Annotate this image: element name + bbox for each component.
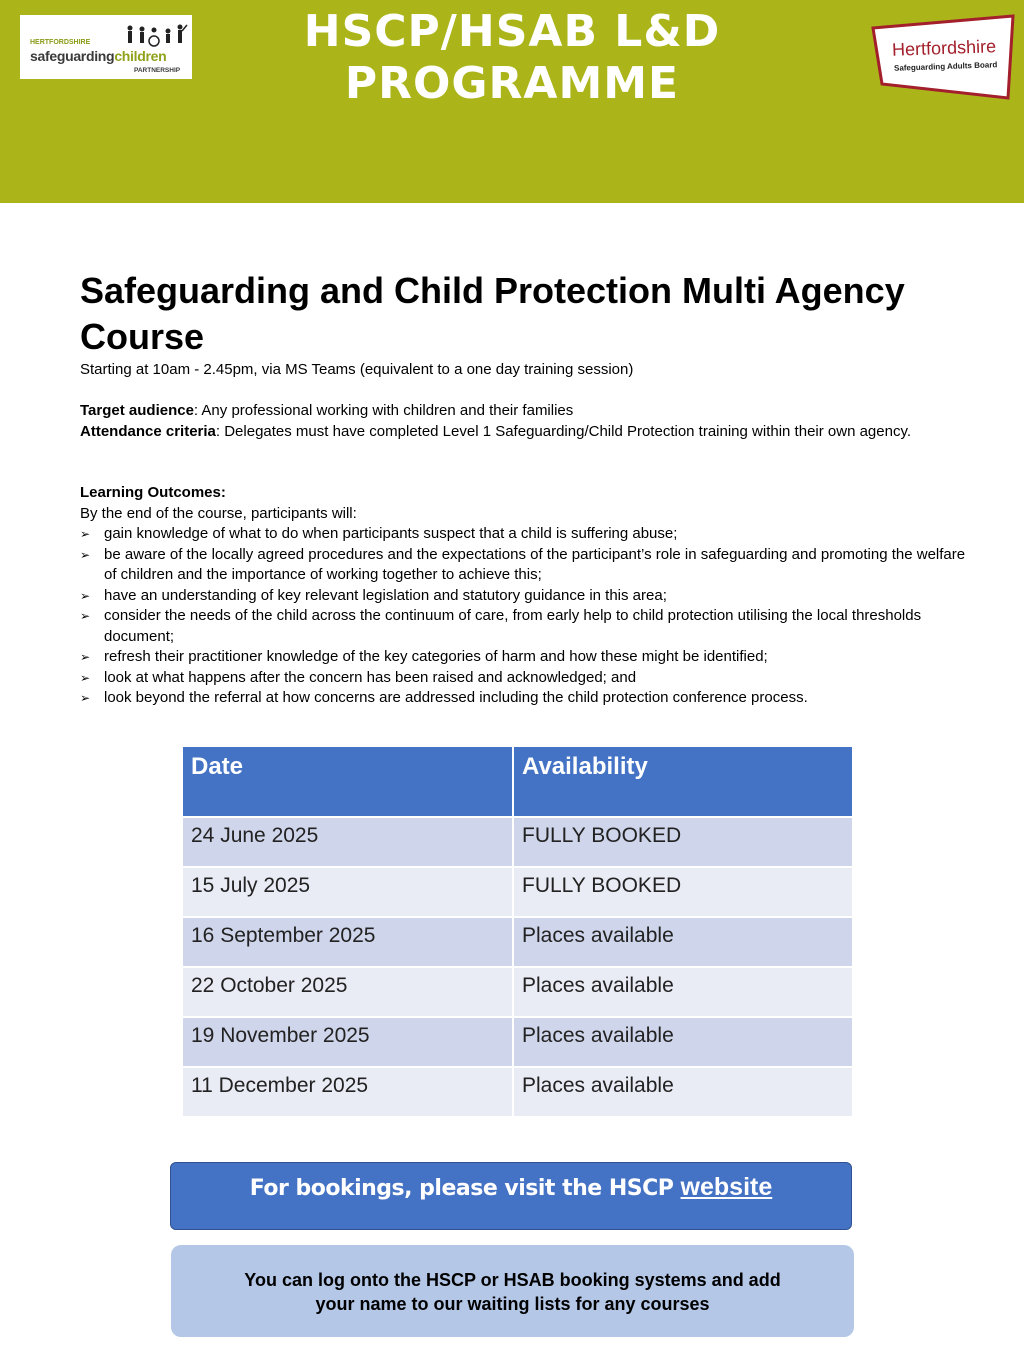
arrow-bullet-icon: ➢ — [80, 650, 91, 664]
availability-cell: FULLY BOOKED — [513, 817, 853, 867]
availability-cell: Places available — [513, 917, 853, 967]
date-cell: 16 September 2025 — [183, 917, 513, 967]
children-silhouettes-icon — [120, 23, 200, 49]
hscp-county: HERTFORDSHIRE — [30, 39, 91, 46]
table-header-row — [183, 747, 853, 817]
booking-text: For bookings, please visit the HSCP — [249, 1176, 681, 1201]
availability-cell: FULLY BOOKED — [513, 867, 853, 917]
website-link[interactable]: website — [680, 1173, 773, 1201]
hscp-partnership: PARTNERSHIP — [134, 67, 181, 74]
list-item: ➢ refresh their practitioner knowledge of the key categories of harm and how these might be identified; — [80, 647, 970, 668]
availability-cell: Places available — [513, 1067, 853, 1117]
table-row — [183, 1017, 853, 1067]
audience-section — [80, 401, 970, 442]
outcomes-heading: Learning Outcomes: — [80, 484, 226, 501]
learning-outcomes — [80, 483, 970, 709]
target-audience: Target audience: Any professional working with children and their families — [80, 402, 574, 419]
arrow-bullet-icon: ➢ — [80, 670, 91, 685]
arrow-bullet-icon: ➢ — [80, 527, 91, 541]
column-header-availability: Availability — [513, 747, 853, 817]
page-title: HSCP/HSAB L&D PROGRAMME — [303, 6, 721, 109]
list-item: ➢ look at what happens after the concern has been raised and acknowledged; and — [80, 668, 970, 689]
arrow-bullet-icon: ➢ — [80, 691, 91, 705]
list-item: ➢ have an understanding of key relevant legislation and statutory guidance in this area; — [80, 586, 970, 607]
course-timing: Starting at 10am - 2.45pm, via MS Teams (equivalent to a one day training session) — [80, 361, 634, 378]
outcomes-list — [80, 524, 970, 709]
arrow-bullet-icon: ➢ — [80, 588, 91, 603]
list-item: ➢ be aware of the locally agreed procedures and the expectations of the participant’s role in safeguarding and promoting the welfare of children and the importance of working together to achieve this; — [80, 545, 966, 583]
list-item: ➢ look beyond the referral at how concerns are addressed including the child protection conference process. — [80, 688, 970, 709]
hscp-name: safeguardingchildren — [30, 48, 167, 64]
course-title: Safeguarding and Child Protection Multi Agency Course — [80, 270, 905, 357]
course-dates-table — [183, 747, 854, 1118]
date-cell: 24 June 2025 — [183, 817, 513, 867]
availability-cell: Places available — [513, 967, 853, 1017]
list-item: ➢ consider the needs of the child across the continuum of care, from early help to child protection utilising the local thresholds document; — [80, 607, 922, 645]
hscp-logo — [20, 15, 192, 79]
outcomes-intro: By the end of the course, participants will: — [80, 504, 357, 522]
table-row — [183, 1067, 853, 1117]
table-row — [183, 967, 853, 1017]
date-cell: 15 July 2025 — [183, 867, 513, 917]
date-cell: 22 October 2025 — [183, 967, 513, 1017]
date-cell: 19 November 2025 — [183, 1017, 513, 1067]
table-row — [183, 817, 853, 867]
hsab-board: Safeguarding Adults Board — [893, 60, 998, 73]
arrow-bullet-icon: ➢ — [80, 547, 91, 562]
table-row — [183, 867, 853, 917]
waiting-list-note: You can log onto the HSCP or HSAB booking systems and add your name to our waiting lists for any courses — [171, 1245, 854, 1337]
attendance-criteria: Attendance criteria: Delegates must have completed Level 1 Safeguarding/Child Protection training within their own agency. — [80, 422, 912, 440]
hsab-name: Hertfordshire — [891, 36, 997, 60]
hsab-logo — [870, 14, 1020, 100]
header-banner — [0, 0, 1024, 203]
arrow-bullet-icon: ➢ — [80, 609, 91, 623]
table-row — [183, 917, 853, 967]
column-header-date: Date — [183, 747, 513, 817]
availability-cell: Places available — [513, 1017, 853, 1067]
date-cell: 11 December 2025 — [183, 1067, 513, 1117]
list-item: ➢ gain knowledge of what to do when participants suspect that a child is suffering abuse; — [80, 524, 970, 545]
booking-banner — [170, 1162, 852, 1230]
